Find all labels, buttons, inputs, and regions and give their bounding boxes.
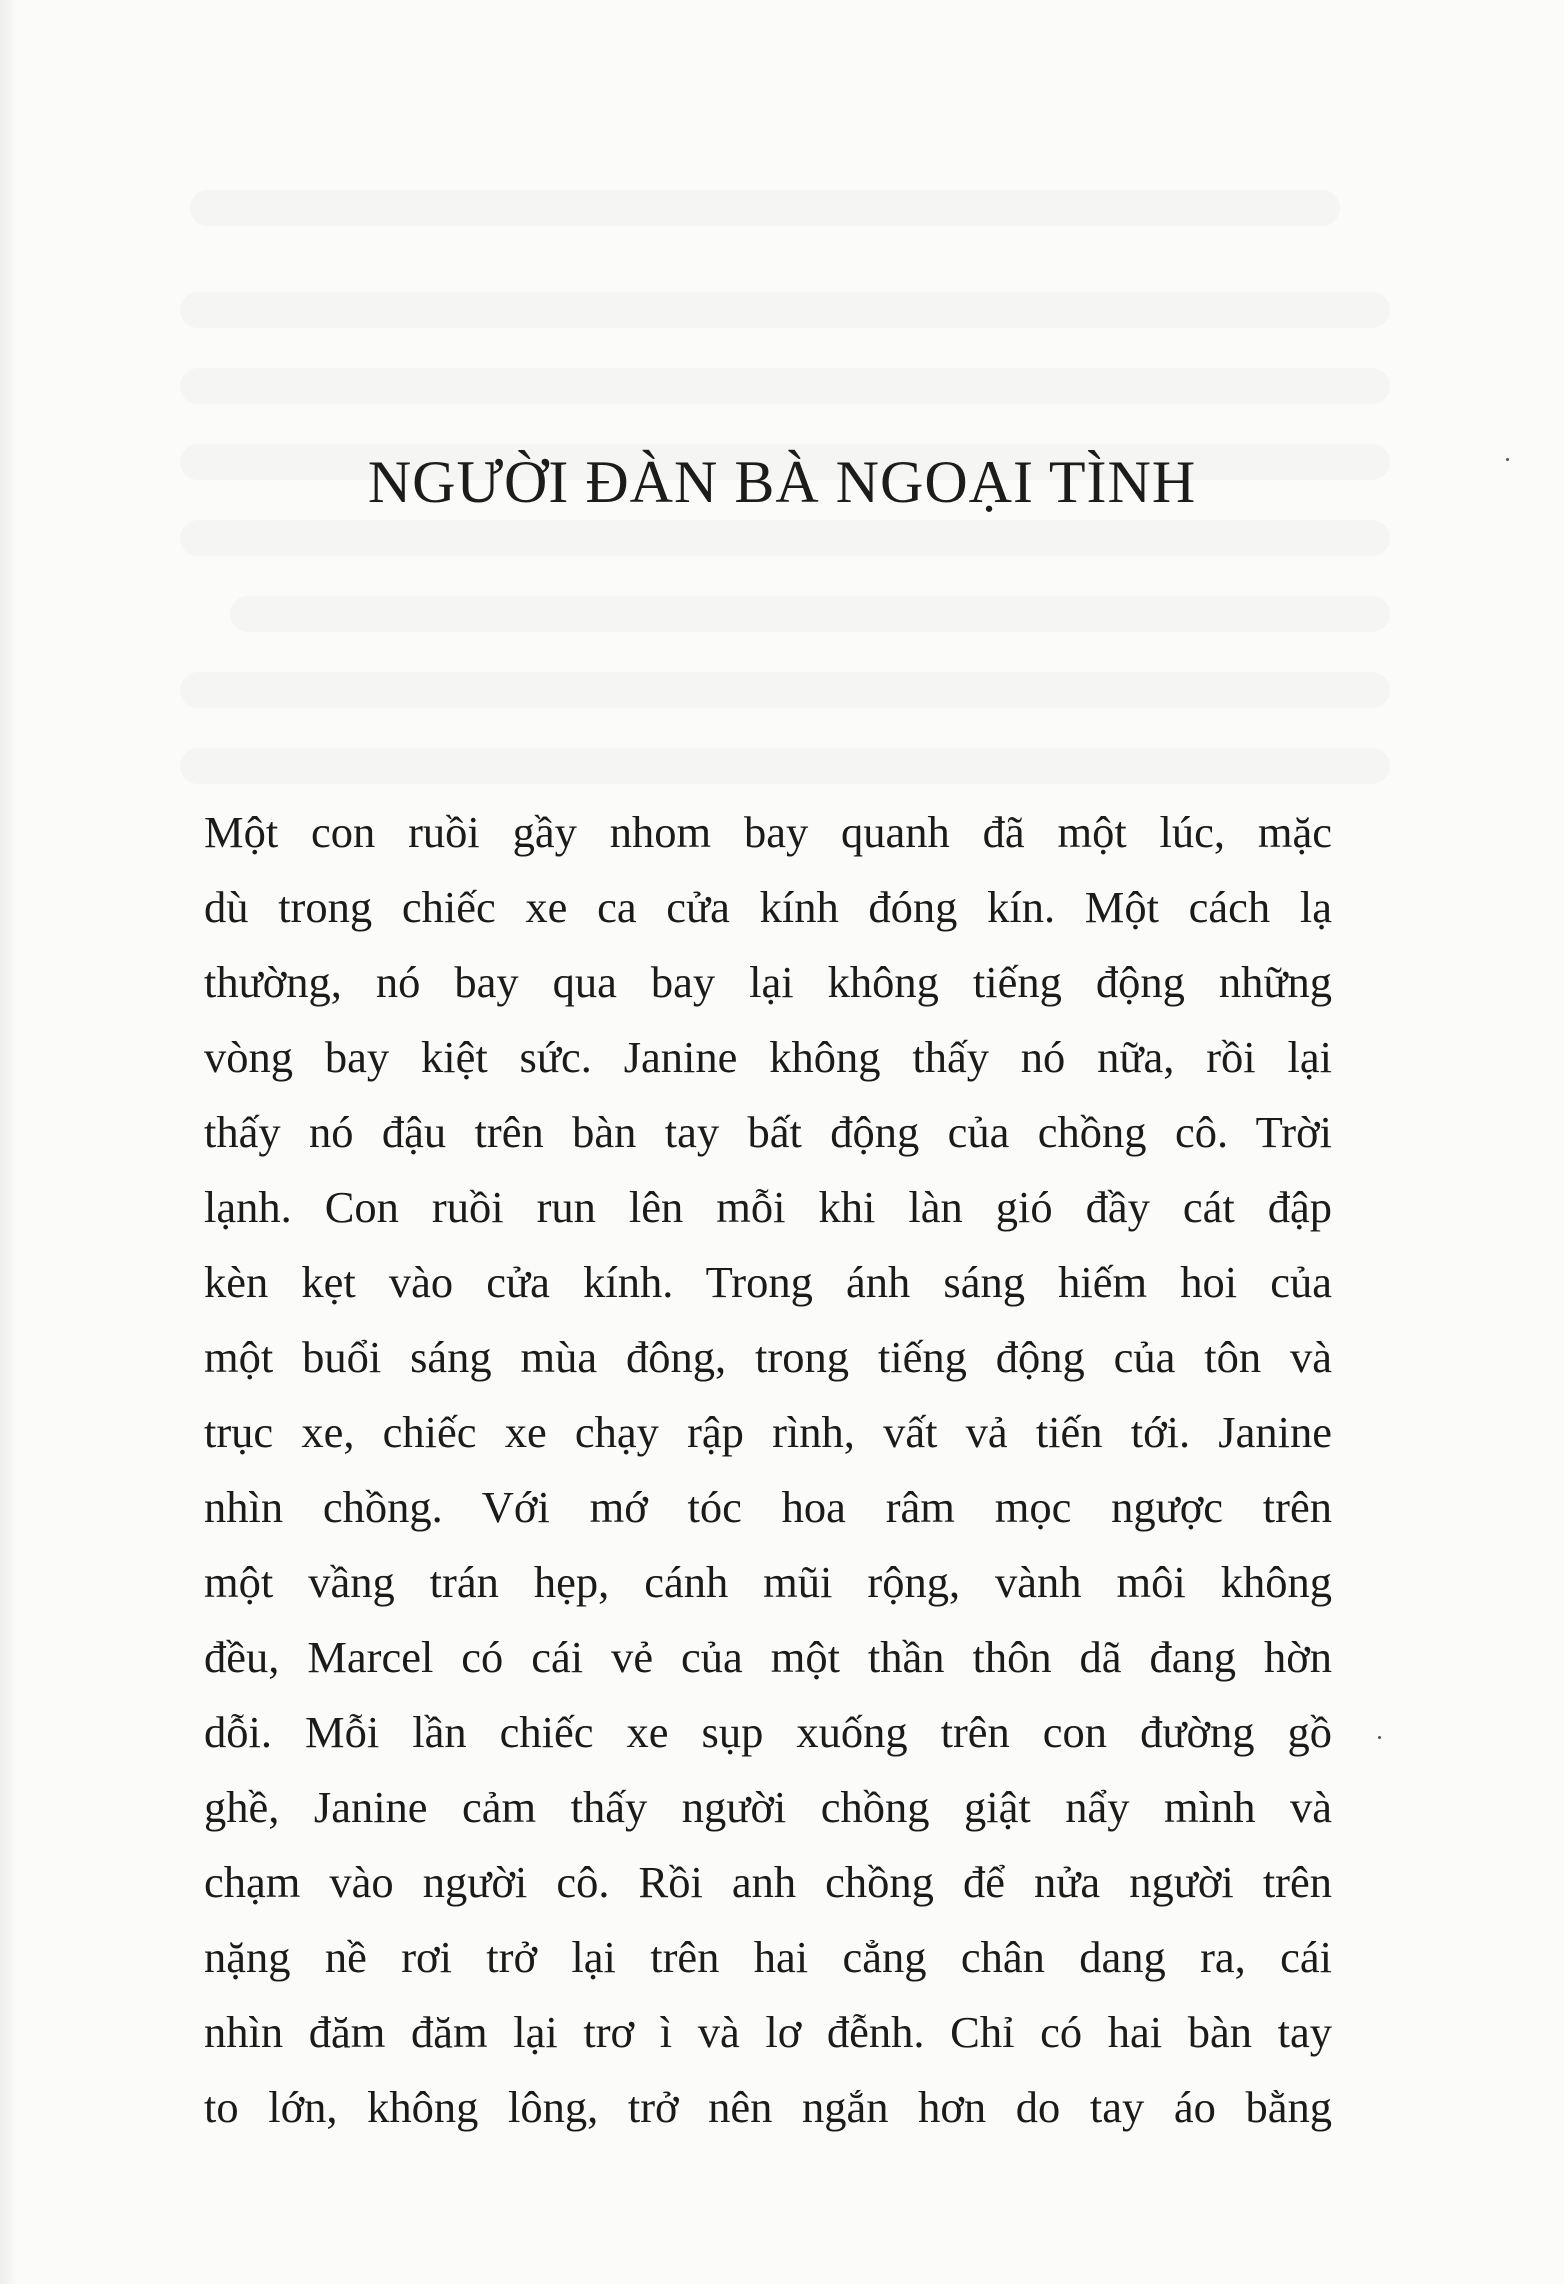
text-line: một buổi sáng mùa đông, trong tiếng động của tôn và: [204, 1332, 1332, 1382]
text-line: to lớn, không lông, trở nên ngắn hơn do tay áo bằng: [204, 2082, 1332, 2132]
bleed-through-line: [190, 190, 1340, 226]
paper-speck: [1378, 1736, 1381, 1739]
bleed-through-line: [180, 368, 1390, 404]
chapter-title: NGƯỜI ĐÀN BÀ NGOẠI TÌNH: [367, 449, 1197, 515]
bleed-through-line: [180, 292, 1390, 328]
page-edge-shadow: [0, 0, 18, 2284]
text-line: Một con ruồi gầy nhom bay quanh đã một lúc, mặc: [204, 807, 1332, 857]
bleed-through-line: [180, 672, 1390, 708]
text-line: trục xe, chiếc xe chạy rập rình, vất vả tiến tới. Janine: [204, 1407, 1332, 1457]
bleed-through-line: [180, 520, 1390, 556]
text-line: chạm vào người cô. Rồi anh chồng để nửa người trên: [204, 1857, 1332, 1907]
text-line: nhìn chồng. Với mớ tóc hoa râm mọc ngược trên: [204, 1482, 1332, 1532]
text-line: dỗi. Mỗi lần chiếc xe sụp xuống trên con đường gồ: [204, 1707, 1332, 1757]
body-text: [204, 795, 1332, 2145]
text-line: ghề, Janine cảm thấy người chồng giật nẩy mình và: [204, 1782, 1332, 1832]
text-line: vòng bay kiệt sức. Janine không thấy nó nữa, rồi lại: [204, 1032, 1332, 1082]
text-line: thấy nó đậu trên bàn tay bất động của chồng cô. Trời: [204, 1107, 1332, 1157]
text-line: thường, nó bay qua bay lại không tiếng động những: [204, 957, 1332, 1007]
bleed-through-line: [180, 748, 1390, 784]
text-line: dù trong chiếc xe ca cửa kính đóng kín. Một cách lạ: [204, 882, 1332, 932]
text-line: lạnh. Con ruồi run lên mỗi khi làn gió đầy cát đập: [204, 1182, 1332, 1232]
text-line: nặng nề rơi trở lại trên hai cẳng chân dang ra, cái: [204, 1932, 1332, 1982]
text-line: một vầng trán hẹp, cánh mũi rộng, vành môi không: [204, 1557, 1332, 1607]
text-line: nhìn đăm đăm lại trơ ì và lơ đễnh. Chỉ có hai bàn tay: [204, 2007, 1332, 2057]
text-line: kèn kẹt vào cửa kính. Trong ánh sáng hiếm hoi của: [204, 1257, 1332, 1307]
text-line: đều, Marcel có cái vẻ của một thần thôn dã đang hờn: [204, 1632, 1332, 1682]
paper-speck: [1506, 458, 1509, 461]
bleed-through-line: [230, 596, 1390, 632]
